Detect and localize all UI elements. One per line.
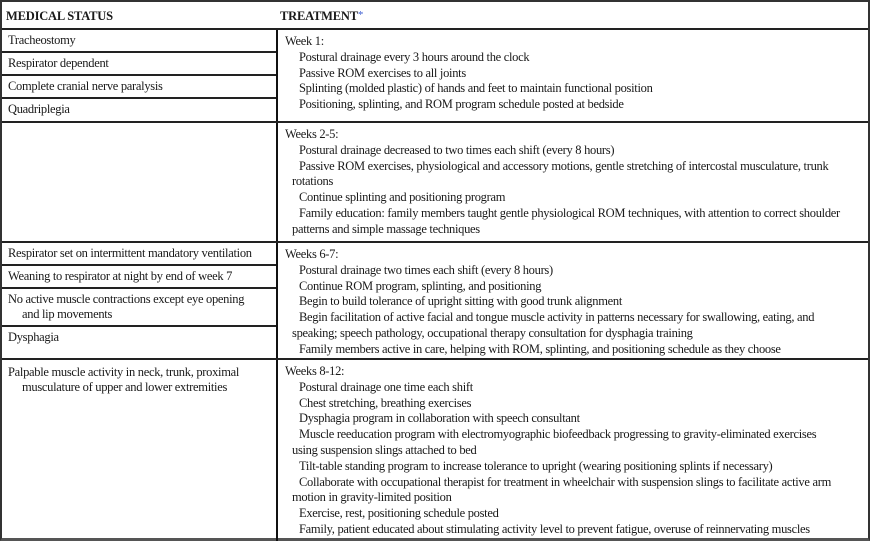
treatment-item: Postural drainage two times each shift (every 8 hours) xyxy=(299,262,553,277)
treatment-item: Family education: family members taught gentle physiological ROM techniques, with attention to correct shoulder xyxy=(299,205,840,220)
table-row-weeks-2-5 xyxy=(2,123,868,243)
treatment-item: Continue ROM program, splinting, and positioning xyxy=(299,278,542,293)
table-row-weeks-6-7 xyxy=(2,243,868,360)
header-treatment xyxy=(280,9,363,24)
treatment-item: Dysphagia program in collaboration with speech consultant xyxy=(299,411,580,426)
treatment-item: Passive ROM exercises to all joints xyxy=(299,65,466,80)
treatment-cell xyxy=(278,30,868,121)
treatment-item: Exercise, rest, positioning schedule posted xyxy=(299,506,499,521)
header-treatment-label: TREATMENT xyxy=(280,9,358,23)
treatment-item: Splinting (molded plastic) of hands and feet to maintain functional position xyxy=(299,81,653,96)
medical-status-cell xyxy=(2,360,278,541)
treatment-item: Positioning, splinting, and ROM program schedule posted at bedside xyxy=(299,97,624,112)
treatment-item: Passive ROM exercises, physiological and accessory motions, gentle stretching of intercostal musculature, trunk xyxy=(299,158,829,173)
treatment-item: Family members active in care, helping with ROM, splinting, and positioning schedule as they choose xyxy=(299,341,781,356)
treatment-item-continuation: speaking; speech pathology, occupational therapy consultation for dysphagia training xyxy=(292,325,693,340)
treatment-item-continuation: rotations xyxy=(292,174,334,189)
treatment-item: Continue splinting and positioning program xyxy=(299,190,506,205)
status-item: Respirator set on intermittent mandatory ventilation xyxy=(2,243,276,266)
treatment-cell xyxy=(278,360,868,541)
status-item: Quadriplegia xyxy=(8,102,70,116)
treatment-cell xyxy=(278,123,868,241)
treatment-item: Chest stretching, breathing exercises xyxy=(299,395,472,410)
treatment-item: Collaborate with occupational therapist for treatment in wheelchair with suspension slings to facilitate active arm xyxy=(299,474,831,489)
week-label: Weeks 8-12: xyxy=(285,364,345,378)
week-label: Weeks 2-5: xyxy=(285,127,339,141)
status-item: Respirator dependent xyxy=(2,53,276,76)
status-item: Complete cranial nerve paralysis xyxy=(2,76,276,99)
treatment-item-continuation: using suspension slings attached to bed xyxy=(292,442,477,457)
week-label: Weeks 6-7: xyxy=(285,247,339,261)
treatment-item: Postural drainage decreased to two times each shift (every 8 hours) xyxy=(299,142,615,157)
treatment-item: Postural drainage every 3 hours around the clock xyxy=(299,49,530,64)
treatment-item: Begin to build tolerance of upright sitting with good trunk alignment xyxy=(299,294,623,309)
medical-status-cell xyxy=(2,243,278,358)
treatment-item: Postural drainage one time each shift xyxy=(299,379,473,394)
status-item-line: No active muscle contractions except eye opening xyxy=(8,292,245,306)
status-item xyxy=(2,360,276,395)
treatment-item: Muscle reeducation program with electromyographic biofeedback progressing to gravity-eliminated exercises xyxy=(299,427,817,442)
status-item: Dysphagia xyxy=(8,330,59,344)
status-item: Tracheostomy xyxy=(2,30,276,53)
status-item: Weaning to respirator at night by end of week 7 xyxy=(2,266,276,289)
table-row-weeks-8-12 xyxy=(2,360,868,541)
header-medical-status: MEDICAL STATUS xyxy=(6,9,113,23)
status-item-continuation: and lip movements xyxy=(22,307,113,321)
treatment-item: Begin facilitation of active facial and tongue muscle activity in patterns necessary for swallowing, eating, and xyxy=(299,310,815,325)
status-item-continuation: musculature of upper and lower extremities xyxy=(22,380,228,394)
status-item xyxy=(2,289,276,327)
table-row-week-1 xyxy=(2,30,868,123)
treatment-item: Tilt-table standing program to increase tolerance to upright (wearing positioning splints if necessary) xyxy=(299,458,773,473)
medical-status-cell-empty xyxy=(2,123,278,241)
medical-status-cell xyxy=(2,30,278,121)
treatment-item: Family, patient educated about stimulating activity level to prevent fatigue, overuse of reinnervating muscles xyxy=(299,521,810,536)
status-item-line: Palpable muscle activity in neck, trunk, proximal xyxy=(8,365,240,379)
footnote-marker[interactable]: * xyxy=(357,9,364,21)
treatment-cell xyxy=(278,243,868,358)
treatment-item-continuation: patterns and simple massage techniques xyxy=(292,221,480,236)
table-header-row xyxy=(2,2,868,30)
treatment-item-continuation: motion in gravity-limited position xyxy=(292,490,452,505)
week-label: Week 1: xyxy=(285,34,324,48)
